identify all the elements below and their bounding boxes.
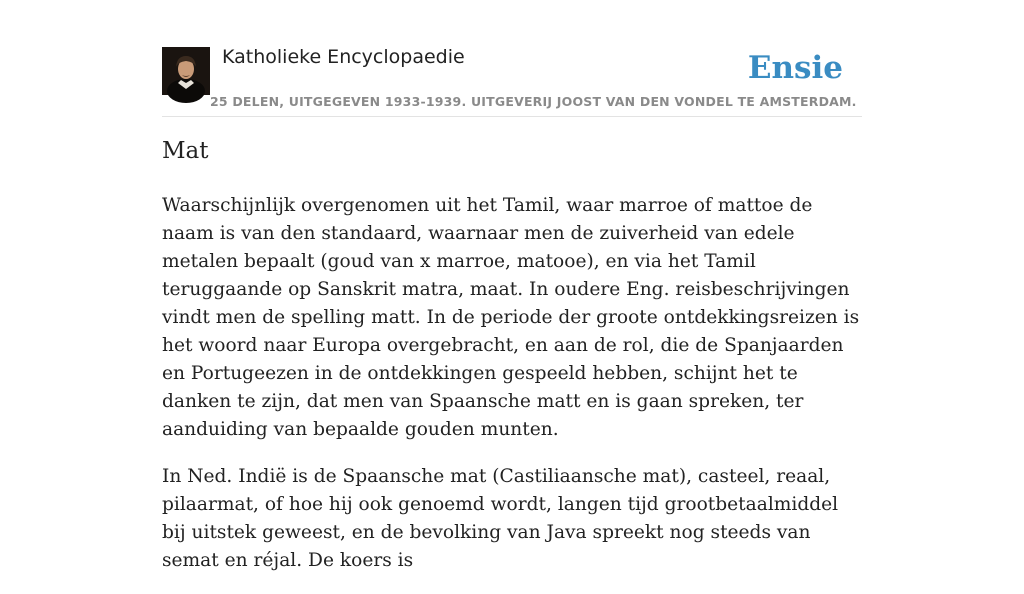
entry-title: Mat <box>162 138 209 164</box>
source-avatar[interactable] <box>162 47 210 95</box>
article-paragraph: Waarschijnlijk overgenomen uit het Tamil, waar marroe of mattoe de naam is van den standaard, waarnaar men de zuiverheid van edele metalen bepaalt (goud van x marroe, matooe), en via het Tamil teruggaande op Sanskrit matra, maat. In oudere Eng. reisbeschrijvingen vindt men de spelling matt. In de periode der groote ontdekkingsreizen is het woord naar Europa overgebracht, en aan de rol, die de Spanjaarden en Portugeezen in de ontdekkingen gespeeld hebben, schijnt het te danken te zijn, dat men van Spaansche matt en is gaan spreken, ter aanduiding van bepaalde gouden munten. <box>162 195 860 440</box>
header <box>162 45 862 117</box>
portrait-avatar-icon <box>162 47 210 95</box>
ensie-logo-link[interactable]: Ensie <box>747 50 843 86</box>
article-body <box>162 192 867 594</box>
source-subtitle: 25 DELEN, UITGEGEVEN 1933-1939. UITGEVERIJ JOOST VAN DEN VONDEL TE AMSTERDAM. <box>210 94 857 109</box>
article-paragraph: In Ned. Indië is de Spaansche mat (Castiliaansche mat), casteel, reaal, pilaarmat, of hoe hij ook genoemd wordt, langen tijd grootbetaalmiddel bij uitstek geweest, en de bevolking van Java spreekt nog steeds van semat en réjal. De koers is <box>162 466 839 571</box>
source-title[interactable]: Katholieke Encyclopaedie <box>222 46 465 68</box>
